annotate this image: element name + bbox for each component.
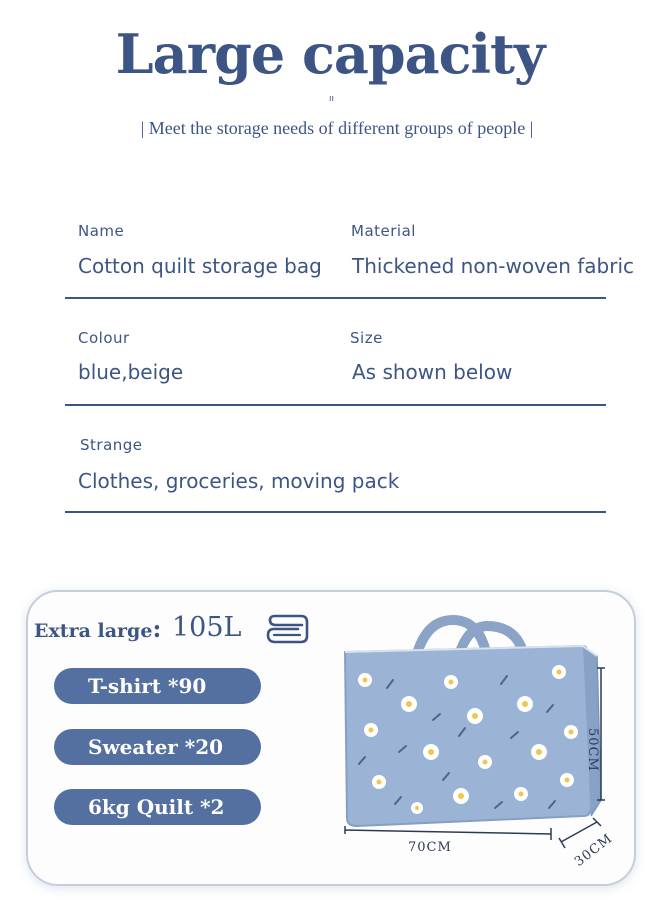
name-label: Name: [78, 222, 125, 240]
material-value: Thickened non-woven fabric: [352, 254, 634, 278]
name-value: Cotton quilt storage bag: [78, 254, 322, 278]
capacity-item-quilt: 6kg Quilt *2: [54, 789, 261, 825]
height-dimension: 50CM: [585, 728, 600, 772]
capacity-item-sweater: Sweater *20: [54, 729, 261, 765]
strange-label: Strange: [80, 436, 143, 454]
width-dimension: 70CM: [408, 840, 452, 855]
folded-quilt-icon: [264, 613, 310, 645]
storage-bag-image: [335, 612, 625, 872]
page-subtitle: | Meet the storage needs of different groups of people |: [140, 118, 534, 138]
size-label: Size: [350, 329, 383, 347]
divider: [65, 511, 606, 513]
divider: [65, 404, 606, 406]
capacity-label: Extra large:: [34, 614, 162, 643]
title-marker: ıı: [329, 94, 335, 104]
depth-dimension: 30CM: [572, 831, 616, 870]
colour-value: blue,beige: [78, 360, 184, 384]
size-value: As shown below: [352, 360, 513, 384]
material-label: Material: [351, 222, 416, 240]
capacity-value: 105L: [172, 612, 242, 643]
divider: [65, 297, 606, 299]
colour-label: Colour: [78, 329, 130, 347]
page-title: Large capacity: [115, 22, 545, 86]
strange-value: Clothes, groceries, moving pack: [78, 469, 400, 493]
capacity-item-tshirt: T-shirt *90: [54, 668, 261, 704]
